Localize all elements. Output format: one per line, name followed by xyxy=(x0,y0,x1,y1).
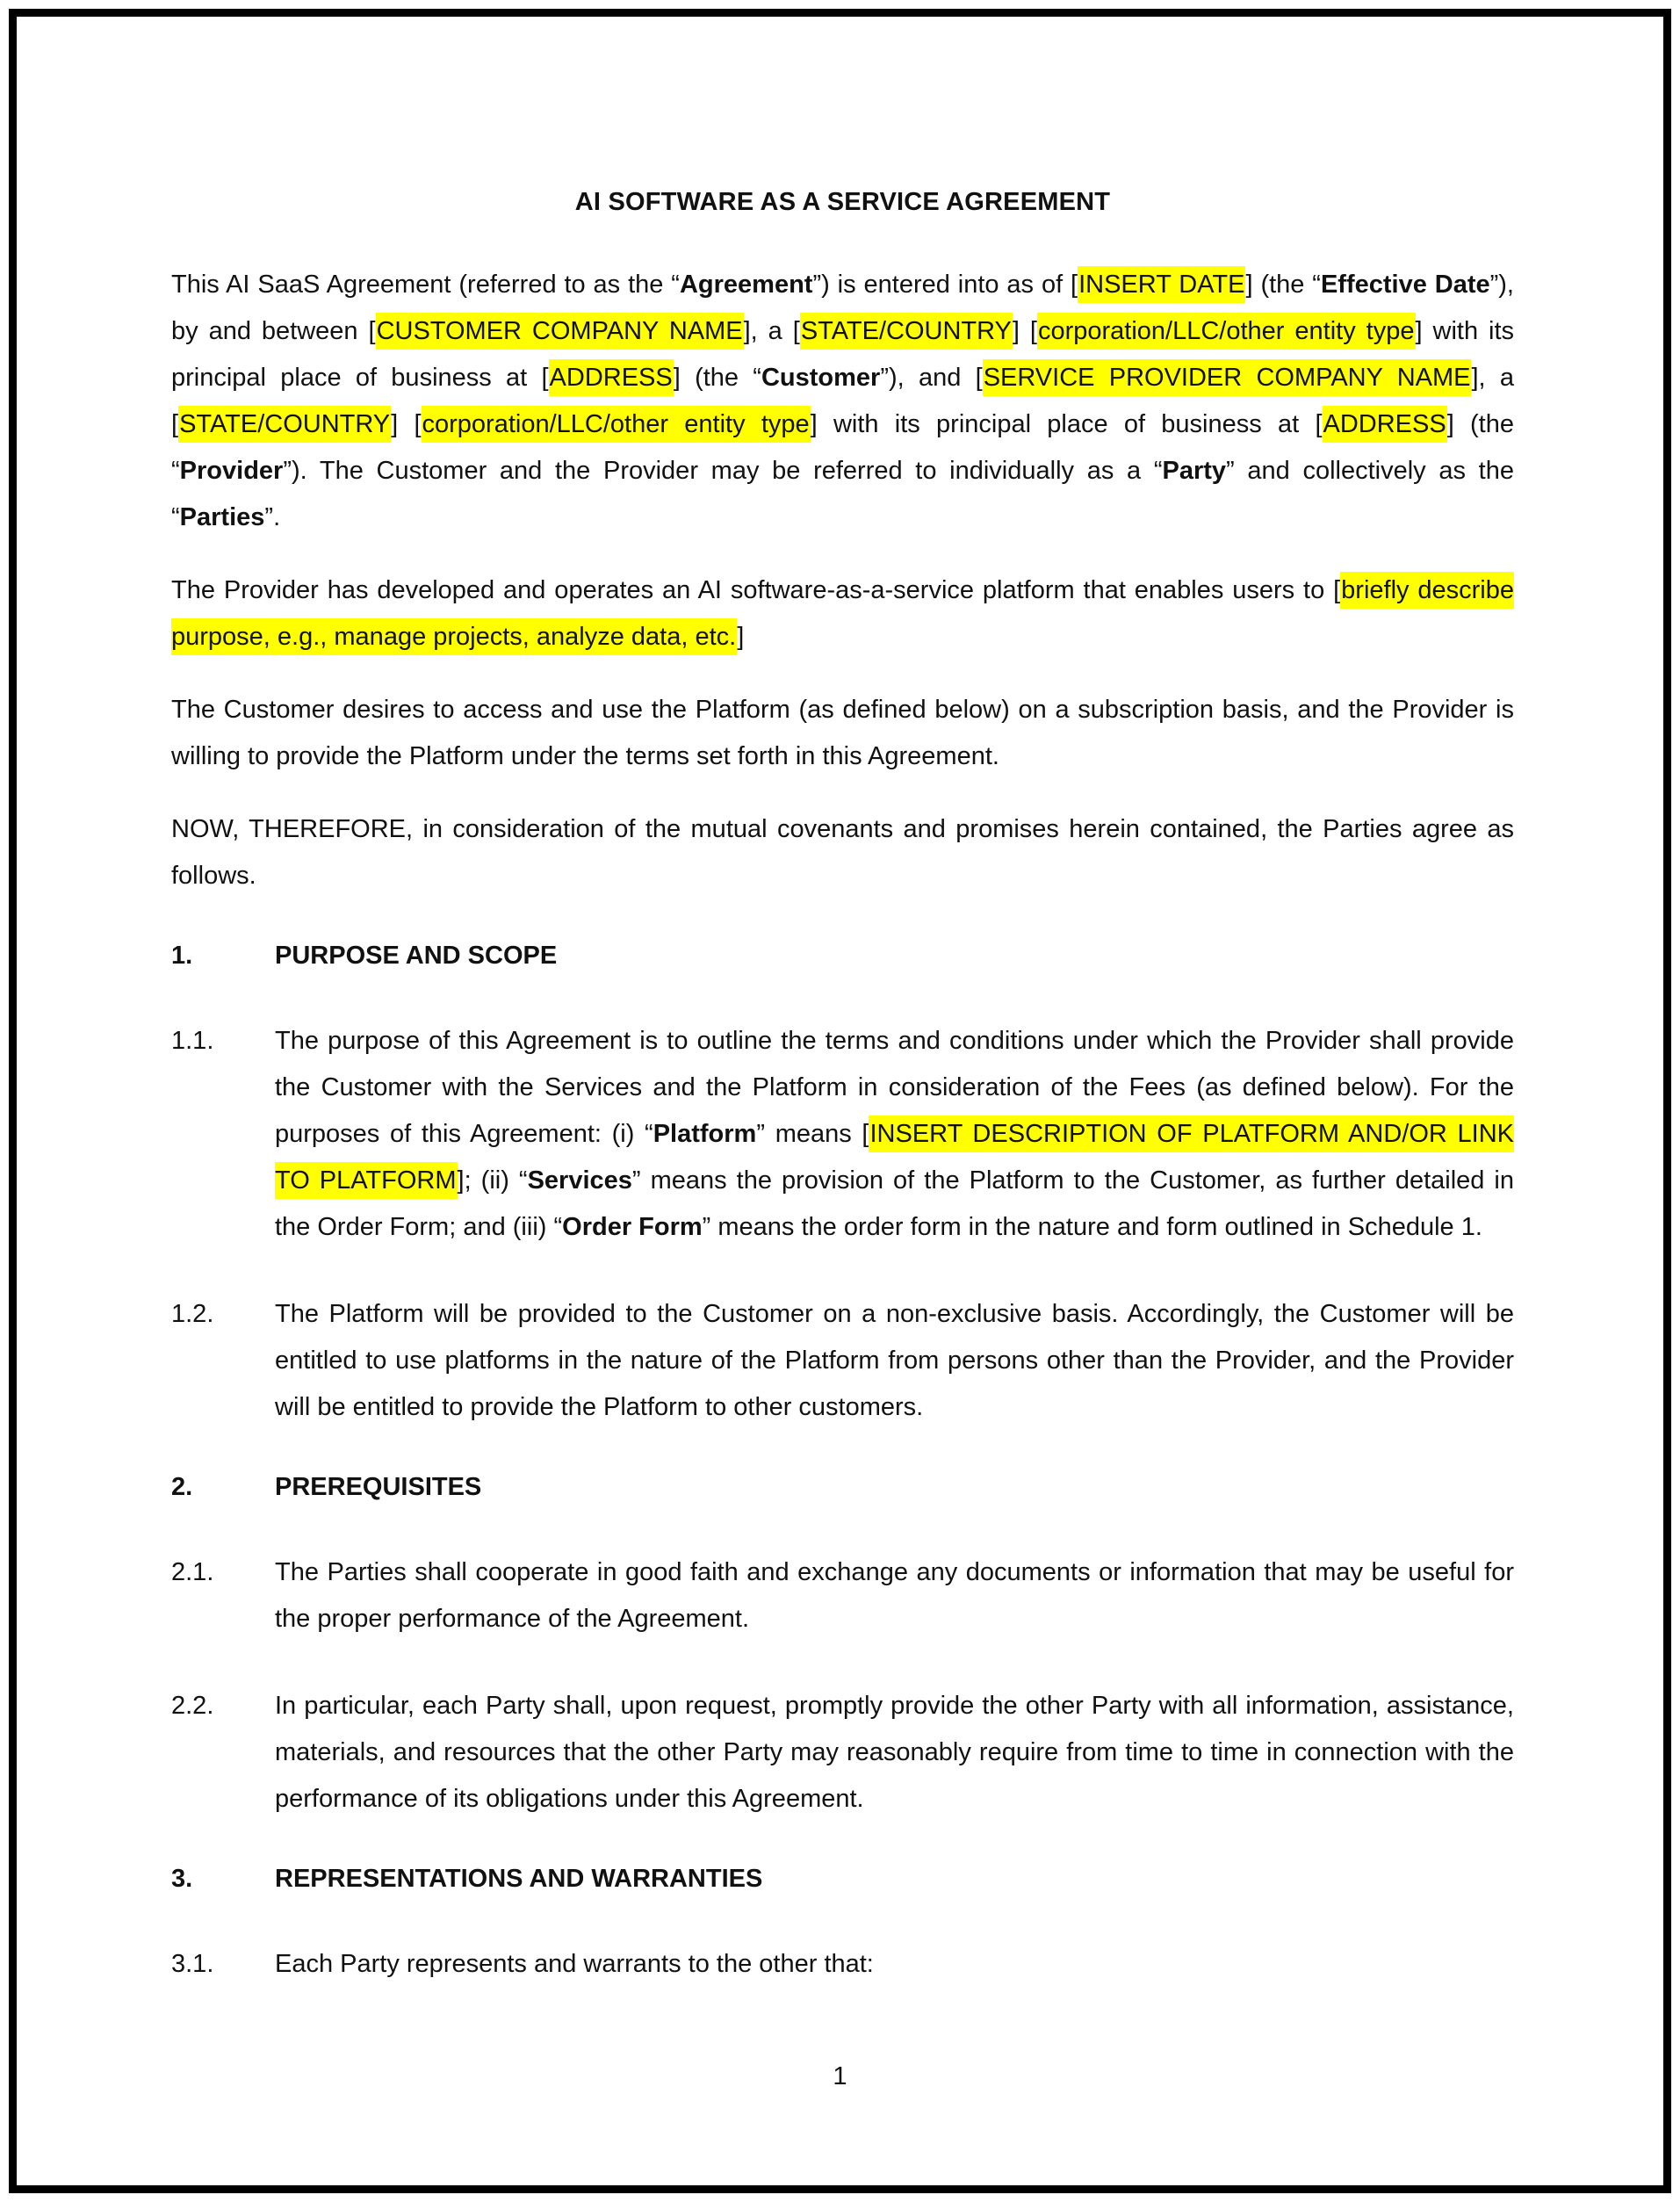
page-number: 1 xyxy=(833,2062,847,2090)
clause-text: The Parties shall cooperate in good faith and exchange any documents or information that may be useful for the proper performance of the Agreement. xyxy=(275,1558,1514,1633)
clause-text: The Customer desires to access and use the Platform (as defined below) on a subscription basis, and the Provider is willing to provide the Platform under the terms set forth in this Agreement. xyxy=(171,696,1514,770)
clause-number: 2. xyxy=(171,1473,193,1501)
numbered-clause xyxy=(171,1941,1514,1988)
clause-text: The Platform will be provided to the Customer on a non-exclusive basis. Accordingly, the Customer will be entitled to use platforms in the nature of the Platform from persons other than the Provider, and the Provider will be entitled to provide the Platform to other customers. xyxy=(275,1300,1514,1421)
numbered-clause xyxy=(171,1018,1514,1251)
clause-number: 1.2. xyxy=(171,1300,214,1328)
numbered-clause xyxy=(171,1549,1514,1642)
clause-number: 2.1. xyxy=(171,1558,214,1586)
document-title: AI SOFTWARE AS A SERVICE AGREEMENT xyxy=(574,188,1111,216)
section-heading xyxy=(171,1856,1514,1902)
clause-text: PURPOSE AND SCOPE xyxy=(275,942,558,970)
highlighted-placeholder: INSERT DESCRIPTION OF PLATFORM AND/OR LINK TO PLATFORM xyxy=(275,1115,1514,1199)
paragraph xyxy=(171,262,1514,541)
clause-text: The purpose of this Agreement is to outline the terms and conditions under which the Provider shall provide the Customer with the Services and the Platform in consideration of the Fees (as defined below). For the purposes of this Agreement: (i) “Platform” means [INSERT DESCRIPTION OF PLATFORM AND/OR LINK TO PLATFORM]; (ii) “Services” means the provision of the Platform to the Customer, as further detailed in the Order Form; and (iii) “Order Form” means the order form in the nature and form outlined in Schedule 1. xyxy=(275,1027,1514,1241)
clause-number: 3.1. xyxy=(171,1950,214,1978)
paragraph xyxy=(171,806,1514,899)
highlighted-placeholder: corporation/LLC/other entity type xyxy=(422,406,811,443)
clause-text: The Provider has developed and operates an AI software-as-a-service platform that enables users to [briefly describe purpose, e.g., manage projects, analyze data, etc.] xyxy=(171,572,1514,655)
numbered-clause xyxy=(171,1291,1514,1431)
highlighted-placeholder: CUSTOMER COMPANY NAME xyxy=(376,313,744,350)
document-body xyxy=(171,183,1514,1988)
clause-number: 1.1. xyxy=(171,1027,214,1055)
section-heading xyxy=(171,1464,1514,1511)
highlighted-placeholder: INSERT DATE xyxy=(1078,266,1245,303)
clause-text: NOW, THEREFORE, in consideration of the mutual covenants and promises herein contained, the Parties agree as follows. xyxy=(171,815,1514,890)
clause-text: This AI SaaS Agreement (referred to as the “Agreement”) is entered into as of [INSERT DATE] (the “Effective Date”), by and between [CUSTOMER COMPANY NAME], a [STATE/COUNTRY] [corporation/LLC/other entity type] with its principal place of business at [ADDRESS] (the “Customer”), and [SERVICE PROVIDER COMPANY NAME], a [STATE/COUNTRY] [corporation/LLC/other entity type] with its principal place of business at [ADDRESS] (the “Provider”). The Customer and the Provider may be referred to individually as a “Party” and collectively as the “Parties”. xyxy=(171,266,1514,531)
clause-number: 3. xyxy=(171,1865,193,1893)
clause-text: In particular, each Party shall, upon request, promptly provide the other Party with all information, assistance, materials, and resources that the other Party may reasonably require from time to time in connection with the performance of its obligations under this Agreement. xyxy=(275,1692,1514,1813)
highlighted-placeholder: corporation/LLC/other entity type xyxy=(1037,313,1416,350)
numbered-clause xyxy=(171,1683,1514,1823)
highlighted-placeholder: SERVICE PROVIDER COMPANY NAME xyxy=(983,359,1472,396)
highlighted-placeholder: STATE/COUNTRY xyxy=(800,313,1013,350)
highlighted-placeholder: ADDRESS xyxy=(549,359,674,396)
clause-number: 2.2. xyxy=(171,1692,214,1720)
paragraph xyxy=(171,687,1514,780)
paragraph xyxy=(171,567,1514,661)
clause-text: PREREQUISITES xyxy=(275,1473,482,1501)
highlighted-placeholder: ADDRESS xyxy=(1323,406,1447,443)
clause-number: 1. xyxy=(171,942,193,970)
clause-text: REPRESENTATIONS AND WARRANTIES xyxy=(275,1865,763,1893)
clause-text: Each Party represents and warrants to the other that: xyxy=(275,1950,874,1978)
highlighted-placeholder: STATE/COUNTRY xyxy=(178,406,391,443)
highlighted-placeholder: briefly describe purpose, e.g., manage projects, analyze data, etc. xyxy=(171,572,1514,655)
section-heading xyxy=(171,933,1514,979)
